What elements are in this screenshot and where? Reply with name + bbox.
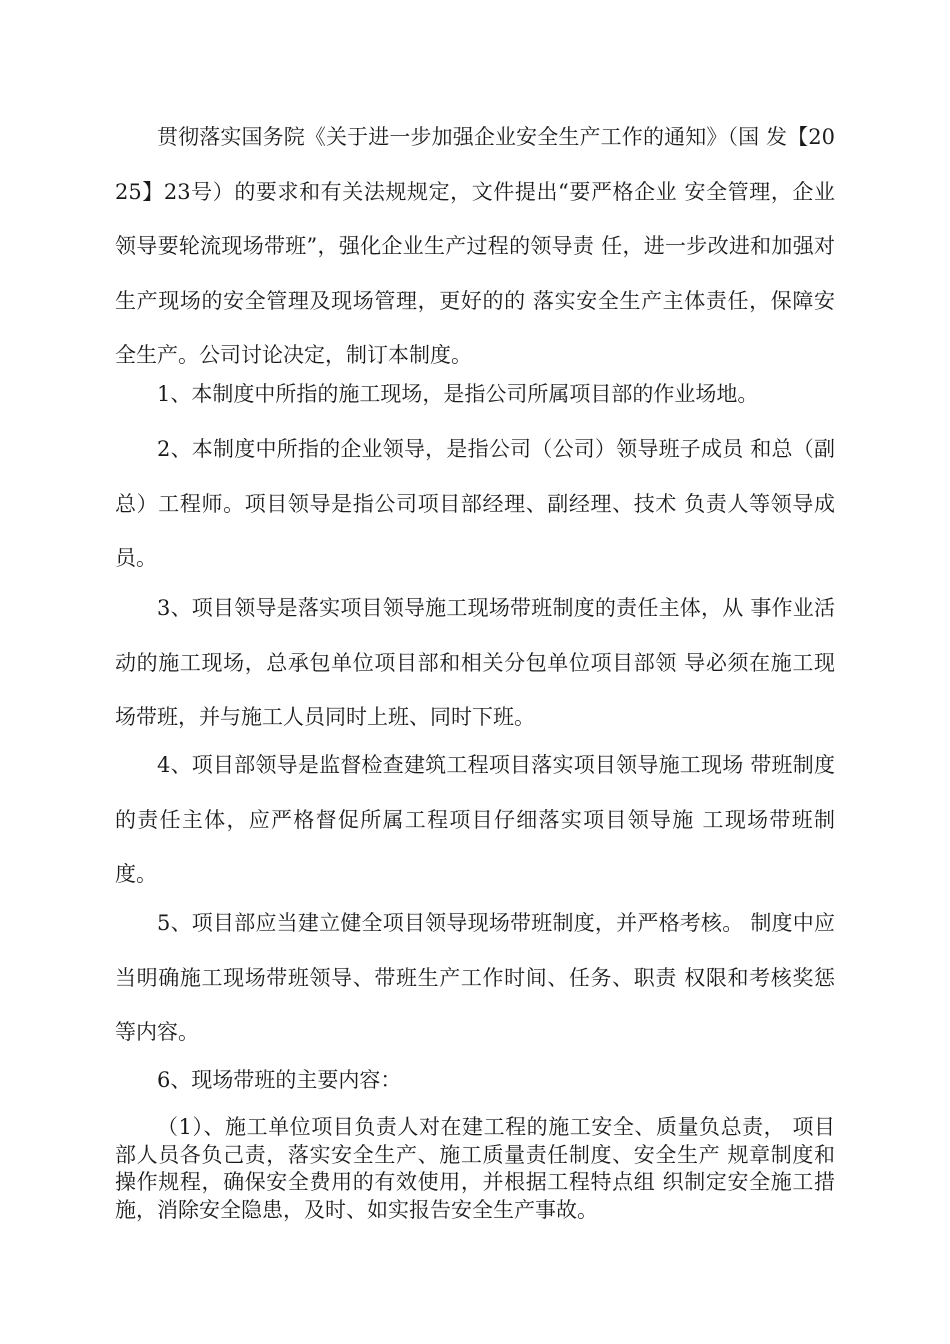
paragraph-item-6: 6、现场带班的主要内容：: [157, 1068, 402, 1092]
paragraph-intro: 贯彻落实国务院《关于进一步加强企业安全生产工作的通知》（国 发【2025】23号）的要求和有关法规规定，文件提出“要严格企业 安全管理，企业领导要轮流现场带班”，强化企业生产过程的领导责 任，进一步改进和加强对生产现场的安全管理及现场管理，更好的的 落实安全生产主体责任，保障安全生产。公司讨论决定，制订本制度。: [115, 125, 835, 367]
paragraph-item-3: 3、项目领导是落实项目领导施工现场带班制度的责任主体，从 事作业活动的施工现场，总承包单位项目部和相关分包单位项目部领 导必须在施工现场带班，并与施工人员同时上班、同时下班。: [115, 596, 835, 729]
paragraph-item-5: 5、项目部应当建立健全项目领导现场带班制度，并严格考核。 制度中应当明确施工现场带班领导、带班生产工作时间、任务、职责 权限和考核奖惩等内容。: [115, 911, 835, 1044]
paragraph-item-2: 2、本制度中所指的企业领导，是指公司（公司）领导班子成员 和总（副总）工程师。项目领导是指公司项目部经理、副经理、技术 负责人等领导成员。: [115, 437, 835, 570]
paragraph-subitem-1: （1）、施工单位项目负责人对在建工程的施工安全、质量负总责， 项目部人员各负己责，落实安全生产、施工质量责任制度、安全生产 规章制度和操作规程，确保安全费用的有效使用，并根据工程特点组 织制定安全施工措施，消除安全隐患，及时、如实报告安全生产事故。: [115, 1115, 835, 1222]
paragraph-item-4: 4、项目部领导是监督检查建筑工程项目落实项目领导施工现场 带班制度的责任主体，应严格督促所属工程项目仔细落实项目领导施 工现场带班制度。: [115, 753, 835, 886]
paragraph-item-1: 1、本制度中所指的施工现场，是指公司所属项目部的作业场地。: [157, 382, 759, 406]
